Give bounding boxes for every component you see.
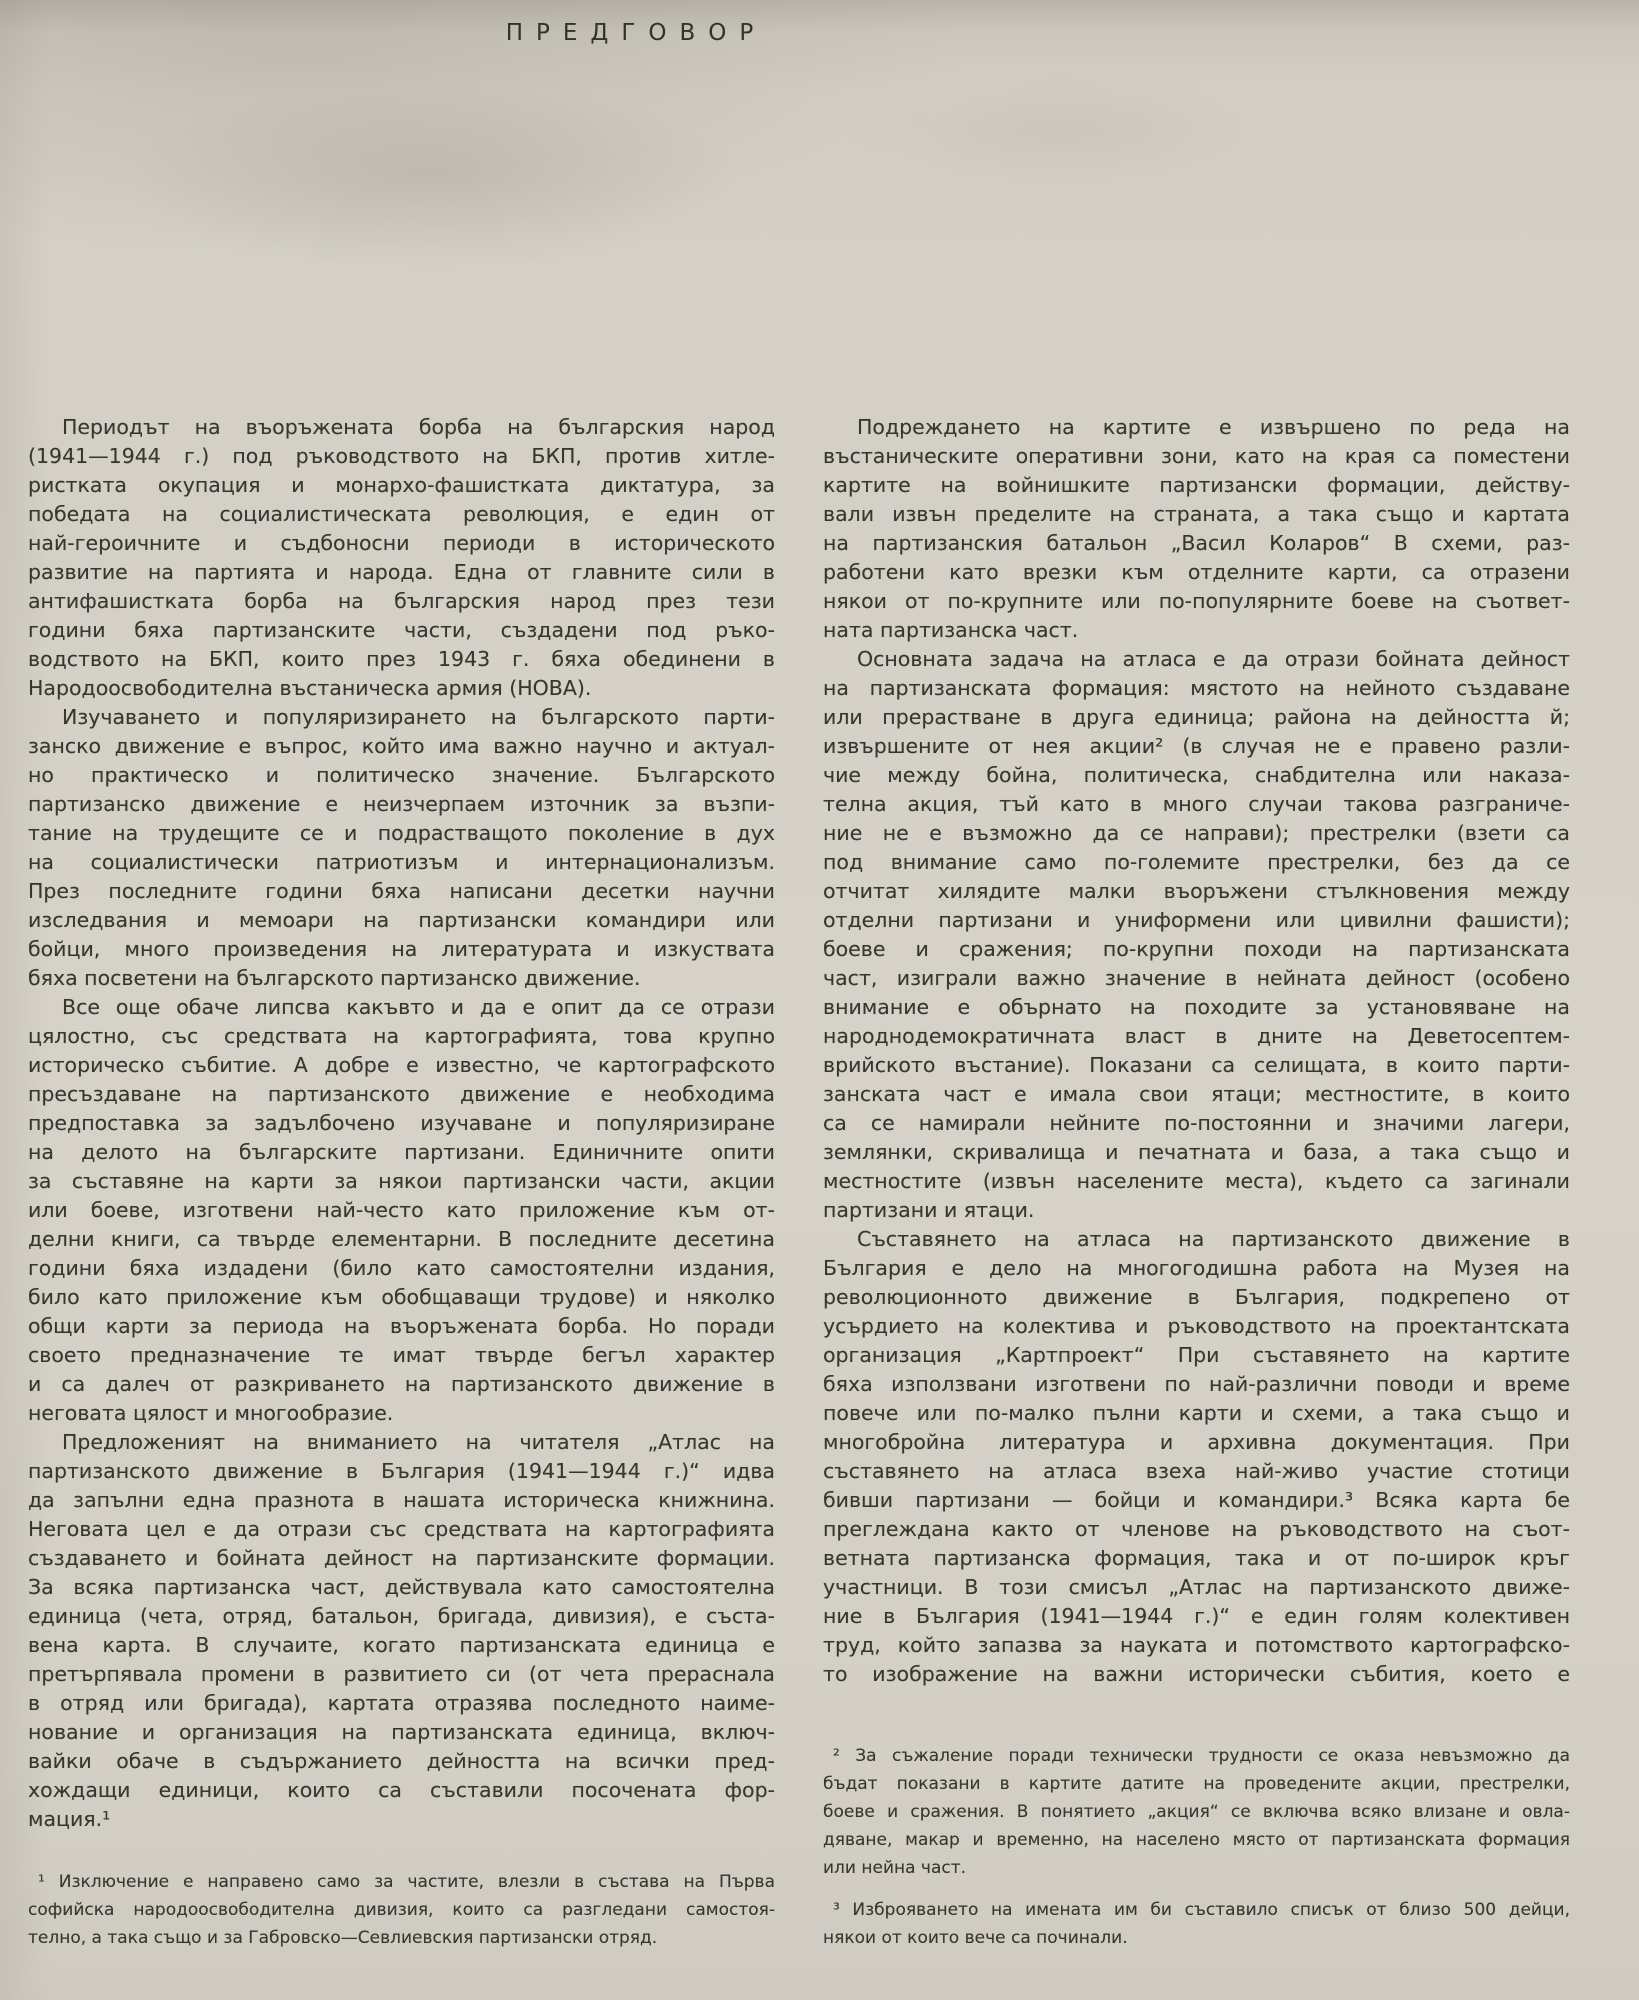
text-line: години бяха партизанските части, създадени под ръко- (28, 618, 775, 642)
text-line: хождащи единици, които са съставили посочената фор- (28, 1778, 775, 1802)
footnote-line: ¹ Изключение е направено само за частите, влезли в състава на Първа (38, 1872, 775, 1892)
text-line: усърдието на колектива и ръководството на проектантската (823, 1314, 1570, 1338)
text-line: участници. В този смисъл „Атлас на партизанското движе- (823, 1575, 1570, 1599)
text-line: предпоставка за задълбочено изучаване и популяризиране (28, 1111, 775, 1135)
text-line: бяха използвани изготвени по най-различни поводи и време (823, 1372, 1570, 1396)
paragraph (823, 645, 1570, 1225)
text-line: единица (чета, отряд, батальон, бригада, дивизия), е съста- (28, 1604, 775, 1628)
paragraph (28, 1428, 775, 1834)
footnote-line: софийска народоосвободителна дивизия, които са разгледани самостоя- (28, 1900, 775, 1920)
text-line: претърпявала промени в развитието си (от чета прераснала (28, 1662, 775, 1686)
page-title: ПРЕДГОВОР (505, 20, 767, 46)
text-line: отчитат хилядите малки въоръжени стълкновения между (823, 879, 1570, 903)
text-columns (28, 413, 1570, 1952)
text-line: организация „Картпроект“ При съставянето на картите (823, 1343, 1570, 1367)
text-line: Все още обаче липсва какъвто и да е опит да се отрази (62, 995, 775, 1019)
text-line: партизани и ятаци. (823, 1198, 1035, 1222)
text-line: да запълни една празнота в нашата историческа книжнина. (28, 1488, 775, 1512)
text-line: През последните години бяха написани десетки научни (28, 879, 775, 903)
text-line: цялостно, със средствата на картографията, това крупно (28, 1024, 775, 1048)
paragraph (28, 993, 775, 1428)
text-line: водството на БКП, които през 1943 г. бяха обединени в (28, 647, 775, 671)
text-line: За всяка партизанска част, действувала като самостоятелна (28, 1575, 775, 1599)
footnotes-block (823, 1742, 1570, 1952)
text-line: Периодът на въоръжената борба на българския народ (62, 415, 775, 439)
text-line: Съставянето на атласа на партизанското движение в (857, 1227, 1570, 1251)
text-line: повече или по-малко пълни карти и схеми, а така също и (823, 1401, 1570, 1425)
paragraph (28, 703, 775, 993)
text-line: или прерастване в друга единица; района на дейността й; (823, 705, 1570, 729)
text-line: картите на войнишките партизански формации, действу- (823, 473, 1570, 497)
text-line: Неговата цел е да отрази със средствата на картографията (28, 1517, 775, 1541)
text-line: неговата цялост и многообразие. (28, 1401, 394, 1425)
text-line: многобройна литература и архивна документация. При (823, 1430, 1570, 1454)
text-line: на партизанската формация: мястото на нейното създаване (823, 676, 1570, 700)
footnote-line: телно, а така също и за Габровско—Севлиевския партизански отряд. (28, 1928, 658, 1948)
text-line: Основната задача на атласа е да отрази бойната дейност (857, 647, 1570, 671)
text-line: ристката окупация и монархо-фашистката диктатура, за (28, 473, 775, 497)
text-line: ние в България (1941—1944 г.)“ е един голям колективен (823, 1604, 1570, 1628)
text-line: отделни партизани и униформени или цивилни фашисти); (823, 908, 1570, 932)
text-line: ветната партизанска формация, така и от по-широк кръг (823, 1546, 1570, 1570)
text-line: тание на трудещите се и подрастващото поколение в дух (28, 821, 775, 845)
footnote-line: бъдат показани в картите датите на проведените акции, престрелки, (823, 1774, 1570, 1794)
text-line: историческо събитие. А добре е известно, че картографското (28, 1053, 775, 1077)
text-line: внимание е обърнато на походите за установяване на (823, 995, 1570, 1019)
text-line: чие между бойна, политическа, снабдителна или наказа- (823, 763, 1570, 787)
footnote-line: дяване, макар и временно, на населено място от партизанската формация (823, 1830, 1570, 1850)
paragraph (28, 413, 775, 703)
text-line: бяха посветени на българското партизанско движение. (28, 966, 641, 990)
footnote (823, 1742, 1570, 1882)
text-line: Народоосвободителна въстаническа армия (НОВА). (28, 676, 592, 700)
text-line: народнодемократичната власт в дните на Деветосептем- (823, 1024, 1570, 1048)
text-line: вали извън пределите на страната, а така също и картата (823, 502, 1570, 526)
text-line: най-героичните и съдбоносни периоди в историческото (28, 531, 775, 555)
paragraph (823, 413, 1570, 645)
footnote-line: някои от които вече са починали. (823, 1928, 1128, 1948)
text-line: делни книги, са твърде елементарни. В последните десетина (28, 1227, 775, 1251)
text-line: изследвания и мемоари на партизански командири или (28, 908, 775, 932)
text-line: или боеве, изготвени най-често като приложение към от- (28, 1198, 775, 1222)
footnote (823, 1896, 1570, 1952)
text-line: революционното движение в България, подкрепено от (823, 1285, 1570, 1309)
text-line: (1941—1944 г.) под ръководството на БКП, против хитле- (28, 444, 775, 468)
text-line: извършените от нея акции² (в случая не е правено разли- (823, 734, 1570, 758)
text-line: но практическо и политическо значение. Българското (28, 763, 775, 787)
text-line: под внимание само по-големите престрелки, без да се (823, 850, 1570, 874)
footnote-line: ² За съжаление поради технически трудности се оказа невъзможно да (833, 1746, 1570, 1766)
text-line: телна акция, тъй като в много случаи такова разграниче- (823, 792, 1570, 816)
text-line: партизанското движение в България (1941—1944 г.)“ идва (28, 1459, 775, 1483)
text-line: преглеждана както от членове на ръководството на съот- (823, 1517, 1570, 1541)
text-line: вена карта. В случаите, когато партизанската единица е (28, 1633, 775, 1657)
paragraph (823, 1225, 1570, 1689)
text-line: Предложеният на вниманието на читателя „Атлас на (62, 1430, 775, 1454)
left-column (28, 413, 775, 1952)
footnote-line: ³ Изброяването на имената им би съставило списък от близо 500 дейци, (833, 1900, 1570, 1920)
text-line: врийското въстание). Показани са селищата, в които парти- (823, 1053, 1570, 1077)
text-line: развитие на партията и народа. Една от главните сили в (28, 560, 775, 584)
text-line: създаването и бойната дейност на партизанските формации. (28, 1546, 775, 1570)
text-line: бивши партизани — бойци и командири.³ Всяка карта бе (823, 1488, 1570, 1512)
text-line: съставянето на атласа взеха най-живо участие стотици (823, 1459, 1570, 1483)
right-column (823, 413, 1570, 1952)
footnotes-block (28, 1868, 775, 1952)
text-line: някои от по-крупните или по-популярните боеве на съответ- (823, 589, 1570, 613)
text-line: пресъздаване на партизанското движение е необходима (28, 1082, 775, 1106)
text-line: занската част е имала свои ятаци; местностите, в които (823, 1082, 1570, 1106)
text-line: землянки, скривалища и печатната и база, а така също и (823, 1140, 1570, 1164)
footnote-line: боеве и сражения. В понятието „акция“ се включва всяко влизане и овла- (823, 1802, 1570, 1822)
text-line: за съставяне на карти за някои партизански части, акции (28, 1169, 775, 1193)
text-line: Изучаването и популяризирането на българското парти- (62, 705, 775, 729)
text-line: занско движение е въпрос, който има важно научно и актуал- (28, 734, 775, 758)
text-line: то изображение на важни исторически събития, което е (823, 1662, 1570, 1686)
text-line: боеве и сражения; по-крупни походи на партизанската (823, 937, 1570, 961)
text-line: нование и организация на партизанската единица, включ- (28, 1720, 775, 1744)
text-line: вайки обаче в съдържанието дейността на всички пред- (28, 1749, 775, 1773)
footnote (28, 1868, 775, 1952)
text-line: антифашистката борба на българския народ през тези (28, 589, 775, 613)
text-line: години бяха издадени (било като самостоятелни издания, (28, 1256, 775, 1280)
text-line: труд, който запазва за науката и потомството картографско- (823, 1633, 1570, 1657)
text-line: в отряд или бригада), картата отразява последното наиме- (28, 1691, 775, 1715)
text-line: Подреждането на картите е извършено по реда на (857, 415, 1570, 439)
text-line: на партизанския батальон „Васил Коларов“ В схеми, раз- (823, 531, 1570, 555)
text-line: било като приложение към обобщаващи трудове) и няколко (28, 1285, 775, 1309)
text-line: общи карти за периода на въоръжената борба. Но поради (28, 1314, 775, 1338)
text-line: България е дело на многогодишна работа на Музея на (823, 1256, 1570, 1280)
text-line: работени като врезки към отделните карти, са отразени (823, 560, 1570, 584)
text-line: част, изиграли важно значение в нейната дейност (особено (823, 966, 1570, 990)
text-line: местностите (извън населените места), където са загинали (823, 1169, 1570, 1193)
text-line: са се намирали нейните по-постоянни и значими лагери, (823, 1111, 1570, 1135)
footnote-line: или нейна част. (823, 1858, 967, 1878)
text-line: мация.¹ (28, 1807, 111, 1831)
text-line: ние не е възможно да се направи); престрелки (взети са (823, 821, 1570, 845)
text-line: партизанско движение е неизчерпаем източник за възпи- (28, 792, 775, 816)
text-line: въстаническите оперативни зони, като на края са поместени (823, 444, 1570, 468)
text-line: на социалистически патриотизъм и интернационализъм. (28, 850, 775, 874)
text-line: своето предназначение те имат твърде бегъл характер (28, 1343, 775, 1367)
text-line: на делото на българските партизани. Единичните опити (28, 1140, 775, 1164)
text-line: и са далеч от разкриването на партизанското движение в (28, 1372, 775, 1396)
text-line: бойци, много произведения на литературата и изкуствата (28, 937, 775, 961)
text-line: победата на социалистическата революция, е един от (28, 502, 775, 526)
text-line: ната партизанска част. (823, 618, 1079, 642)
